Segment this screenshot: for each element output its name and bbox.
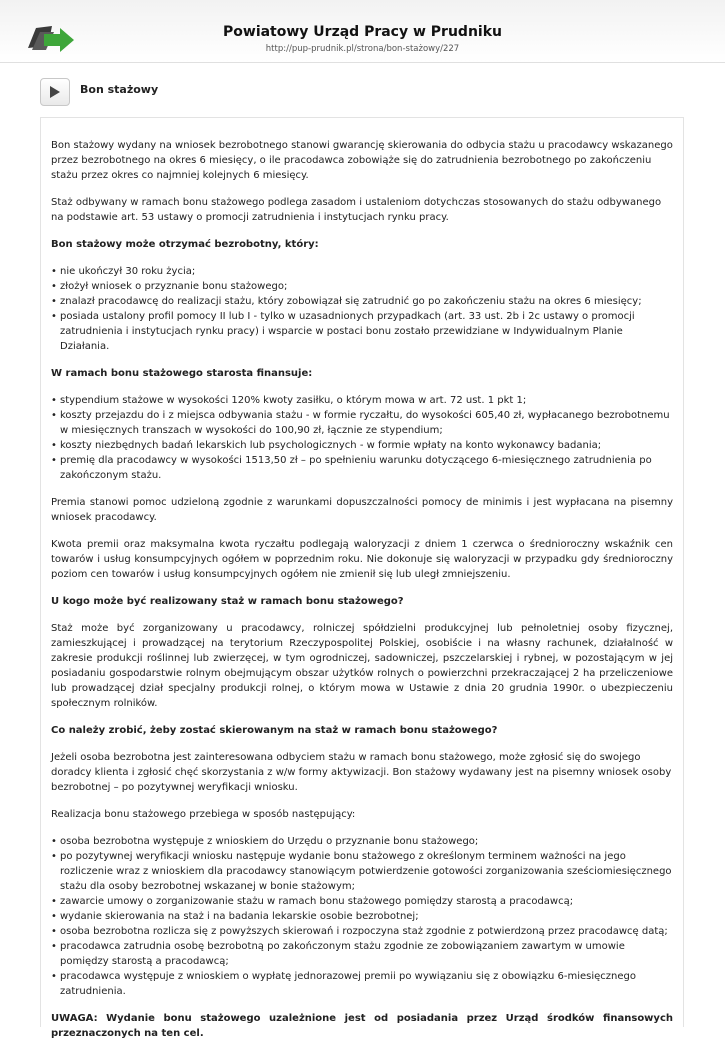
list-item: • koszty przejazdu do i z miejsca odbywania stażu - w formie ryczałtu, do wysokości 605,40 zł, wypłacanego bezrobotnemu w miesięcznych transzach w wysokości do 100,90 zł, łącznie ze stypendium; xyxy=(51,408,673,438)
page-header xyxy=(0,0,725,63)
paragraph: Jeżeli osoba bezrobotna jest zainteresowana odbyciem stażu w ramach bonu stażowego, może zgłosić się do swojego doradcy klienta i zgłosić chęć skorzystania z w/w formy aktywizacji. Bon stażowy wydawany jest na pisemny wniosek osoby bezrobotnej – po pozytywnej weryfikacji wniosku. xyxy=(51,752,672,793)
article-content xyxy=(40,117,684,1039)
paragraph: Bon stażowy wydany na wniosek bezrobotnego stanowi gwarancję skierowania do odbycia stażu u pracodawcy wskazanego przez bezrobotnego na okres 6 miesięcy, o ile pracodawca zobowiąże się do zatrudnienia bezrobotnego po zakończeniu stażu przez okres co najmniej kolejnych 6 miesięcy. xyxy=(51,140,673,181)
list-item: • nie ukończył 30 roku życia; xyxy=(51,264,673,279)
arrow-button[interactable] xyxy=(40,78,70,106)
eligibility-list xyxy=(51,264,673,354)
list-item: • znalazł pracodawcę do realizacji stażu, który zobowiązał się zatrudnić go po zakończeniu stażu na okres 6 miesięcy; xyxy=(51,294,673,309)
page-title: Powiatowy Urząd Pracy w Prudniku xyxy=(223,24,502,40)
paragraph: Premia stanowi pomoc udzieloną zgodnie z warunkami dopuszczalności pomocy de minimis i jest wypłacana na pisemny wniosek pracodawcy. xyxy=(51,497,673,523)
list-item: • po pozytywnej weryfikacji wniosku następuje wydanie bonu stażowego z określonym terminem ważności na jego rozliczenie wraz z wnioskiem dla pracodawcy stanowiącym potwierdzenie gotowości zorganizowania sześciomiesięcznego stażu dla osoby bezrobotnej wskazanej w bonie stażowym; xyxy=(51,849,673,894)
arrow-right-icon xyxy=(49,85,61,99)
financing-list xyxy=(51,393,673,483)
list-item: • osoba bezrobotna rozlicza się z powyższych skierowań i rozpoczyna staż zgodnie z potwierdzoną przez pracodawcę datą; xyxy=(51,924,673,939)
paragraph: Staż odbywany w ramach bonu stażowego podlega zasadom i ustaleniom dotychczas stosowanych do stażu odbywanego na podstawie art. 53 ustawy o promocji zatrudnienia i instytucjach rynku pracy. xyxy=(51,197,662,223)
heading-where: U kogo może być realizowany staż w ramach bonu stażowego? xyxy=(51,596,404,607)
list-item: • posiada ustalony profil pomocy II lub I - tylko w uzasadnionych przypadkach (art. 33 ust. 2b i 2c ustawy o promocji zatrudnienia i instytucjach rynku pracy) i wsparcie w postaci bonu zostało przewidziane w Indywidualnym Planie Działania. xyxy=(51,309,673,354)
paragraph: Realizacja bonu stażowego przebiega w sposób następujący: xyxy=(51,809,356,820)
paragraph: Staż może być zorganizowany u pracodawcy, rolniczej spółdzielni produkcyjnej lub pełnoletniej osoby fizycznej, zamieszkującej i prowadzącej na terytorium Rzeczypospolitej Polskiej, osobiście i na własny rachunek, działalność w zakresie produkcji roślinnej lub zwierzęcej, w tym ogrodniczej, sadowniczej, pszczelarskiej i rybnej, w pozostającym w jej posiadaniu gospodarstwie rolnym obejmującym obszar użytków rolnych o powierzchni przekraczającej 2 ha przeliczeniowe lub prowadzącej dział specjalny produkcji rolnej, o którym mowa w Ustawie z dnia 20 grudnia 1990r. o ubezpieczeniu społecznym rolników. xyxy=(51,623,673,709)
list-item: • wydanie skierowania na staż i na badania lekarskie osobie bezrobotnej; xyxy=(51,909,673,924)
heading-eligibility: Bon stażowy może otrzymać bezrobotny, który: xyxy=(51,239,319,250)
list-item: • stypendium stażowe w wysokości 120% kwoty zasiłku, o którym mowa w art. 72 ust. 1 pkt 1; xyxy=(51,393,673,408)
heading-financing: W ramach bonu stażowego starosta finansuje: xyxy=(51,368,313,379)
page-url: http://pup-prudnik.pl/strona/bon-stażowy/227 xyxy=(265,44,460,54)
process-list xyxy=(51,834,673,999)
list-item: • koszty niezbędnych badań lekarskich lub psychologicznych - w formie wpłaty na konto wykonawcy badania; xyxy=(51,438,673,453)
list-item: • osoba bezrobotna występuje z wnioskiem do Urzędu o przyznanie bonu stażowego; xyxy=(51,834,673,849)
list-item: • zawarcie umowy o zorganizowanie stażu w ramach bonu stażowego pomiędzy starostą a pracodawcą; xyxy=(51,894,673,909)
heading-how: Co należy zrobić, żeby zostać skierowanym na staż w ramach bonu stażowego? xyxy=(51,725,498,736)
list-item: • pracodawca zatrudnia osobę bezrobotną po zakończonym stażu zgodnie ze zobowiązaniem zawartym w umowie pomiędzy starostą a pracodawcą; xyxy=(51,939,673,969)
list-item: • pracodawca występuje z wnioskiem o wypłatę jednorazowej premii po wywiązaniu się z obowiązku 6-miesięcznego zatrudnienia. xyxy=(51,969,673,999)
section-title: Bon stażowy xyxy=(80,83,159,96)
paragraph: Kwota premii oraz maksymalna kwota ryczałtu podlegają waloryzacji z dniem 1 czerwca o średnioroczny wskaźnik cen towarów i usług konsumpcyjnych ogółem w poprzednim roku. Nie dokonuje się waloryzacji w przypadku gdy średnioroczny poziom cen towarów i usług konsumpcyjnych ogółem nie zmienił się lub uległ zmniejszeniu. xyxy=(51,539,673,580)
list-item: • premię dla pracodawcy w wysokości 1513,50 zł – po spełnieniu warunku dotyczącego 6-miesięcznego zatrudnienia po zakończonym stażu. xyxy=(51,453,673,483)
list-item: • złożył wniosek o przyznanie bonu stażowego; xyxy=(51,279,673,294)
warning-note: UWAGA: Wydanie bonu stażowego uzależnione jest od posiadania przez Urząd środków finansowych przeznaczonych na ten cel. xyxy=(51,1013,673,1039)
